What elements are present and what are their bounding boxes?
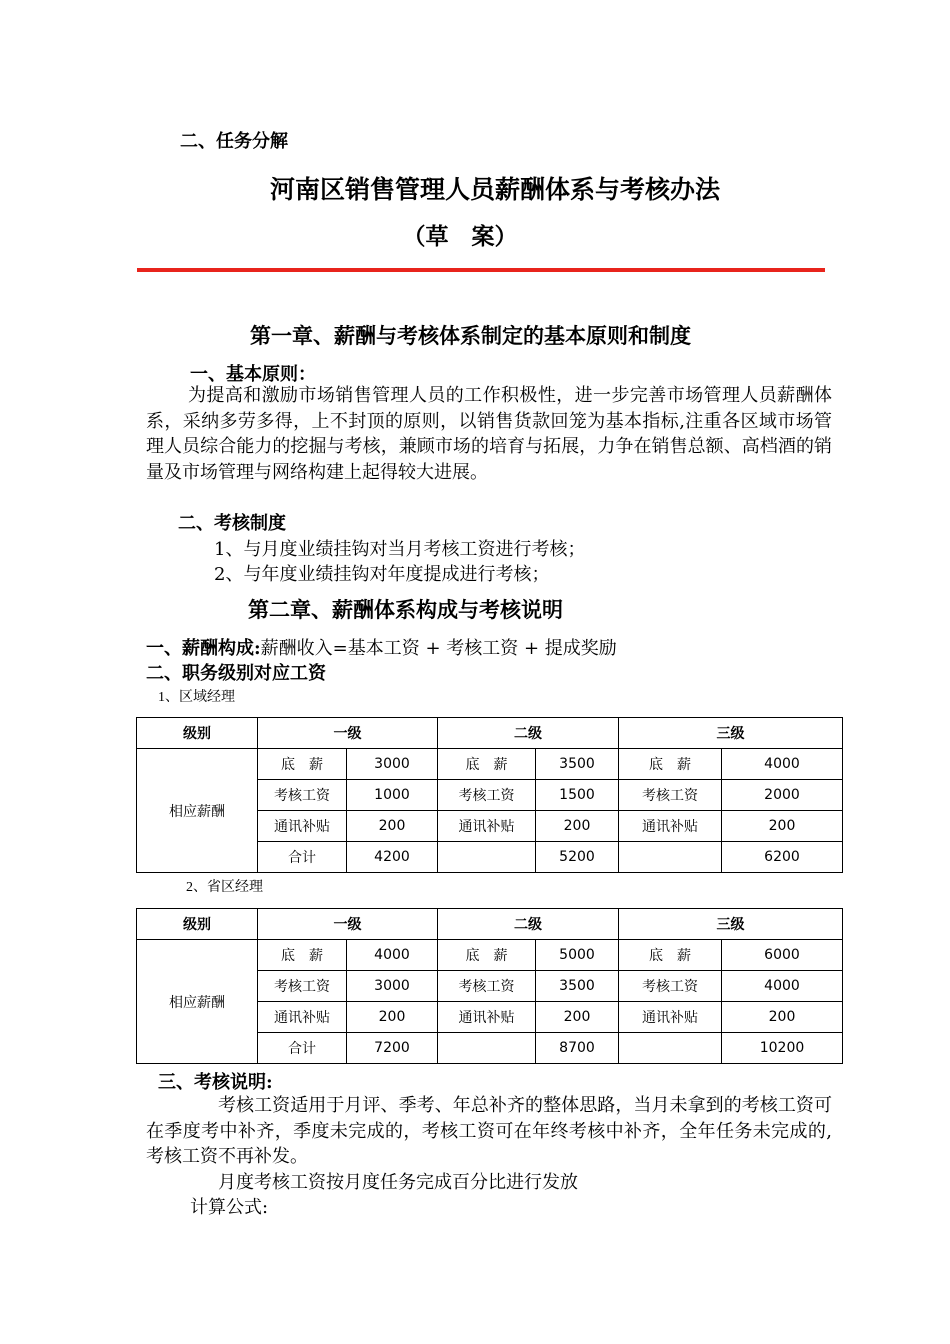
table-cell: 3500 (536, 971, 619, 1002)
row-label: 相应薪酬 (137, 940, 258, 1064)
table-cell: 通讯补贴 (258, 811, 347, 842)
table-cell (438, 1033, 536, 1064)
table-cell: 200 (536, 1002, 619, 1033)
header-grade-3: 三级 (619, 909, 843, 940)
table-cell: 3000 (347, 749, 438, 780)
table-cell: 考核工资 (438, 971, 536, 1002)
table-cell: 200 (722, 1002, 843, 1033)
table-cell: 4200 (347, 842, 438, 873)
chapter2-heading: 第二章、薪酬体系构成与考核说明 (248, 597, 563, 622)
composition-label: 一、薪酬构成: (146, 638, 261, 659)
composition-text: 薪酬收入=基本工资 + 考核工资 + 提成奖励 (260, 638, 617, 659)
table-cell: 4000 (722, 749, 843, 780)
table-cell: 200 (347, 811, 438, 842)
table-cell (619, 842, 722, 873)
table-cell: 3000 (347, 971, 438, 1002)
row-label: 相应薪酬 (137, 749, 258, 873)
table-cell: 通讯补贴 (438, 1002, 536, 1033)
header-grade-3: 三级 (619, 718, 843, 749)
monthly-line: 月度考核工资按月度任务完成百分比进行发放 (218, 1172, 578, 1193)
system-item-1: 1、与月度业绩挂钩对当月考核工资进行考核； (214, 539, 586, 560)
chapter1-heading: 第一章、薪酬与考核体系制定的基本原则和制度 (250, 323, 691, 348)
document-title: 河南区销售管理人员薪酬体系与考核办法 (269, 175, 720, 204)
table-cell: 7200 (347, 1033, 438, 1064)
table-cell (619, 1033, 722, 1064)
table-cell: 5200 (536, 842, 619, 873)
table-cell: 底 薪 (438, 940, 536, 971)
principle-heading: 一、基本原则： (190, 364, 316, 385)
header-grade-1: 一级 (258, 718, 438, 749)
table-cell: 4000 (722, 971, 843, 1002)
table-cell: 合计 (258, 1033, 347, 1064)
title-divider (137, 268, 825, 272)
header-level: 级别 (137, 909, 258, 940)
table-cell: 底 薪 (619, 940, 722, 971)
table-cell: 考核工资 (438, 780, 536, 811)
table-cell: 2000 (722, 780, 843, 811)
header-level: 级别 (137, 718, 258, 749)
principle-paragraph: 为提高和激励市场销售管理人员的工作积极性，进一步完善市场管理人员薪酬体系，采纳多劳多得，上不封顶的原则，以销售货款回笼为基本指标,注重各区域市场管理人员综合能力的挖掘与考核，兼顾市场的培育与拓展，力争在销售总额、高档酒的销量及市场管理与网络构建上起得较大进展。 (146, 385, 832, 483)
assessment-paragraph: 考核工资适用于月评、季考、年总补齐的整体思路，当月未拿到的考核工资可在季度考中补齐，季度未完成的，考核工资可在年终考核中补齐，全年任务未完成的,考核工资不再补发。 (146, 1095, 832, 1168)
system-heading: 二、考核制度 (178, 513, 286, 534)
table-cell: 6000 (722, 940, 843, 971)
header-grade-2: 二级 (438, 718, 619, 749)
document-subtitle: （草 案） (402, 223, 518, 250)
table-cell: 考核工资 (619, 780, 722, 811)
table-cell: 4000 (347, 940, 438, 971)
table-cell: 合计 (258, 842, 347, 873)
header-grade-1: 一级 (258, 909, 438, 940)
table-cell: 通讯补贴 (438, 811, 536, 842)
table-cell: 1000 (347, 780, 438, 811)
salary-table-provincial (136, 908, 843, 1064)
table-cell: 底 薪 (438, 749, 536, 780)
formula-label: 计算公式: (190, 1197, 269, 1218)
table-cell: 200 (536, 811, 619, 842)
table-cell: 考核工资 (258, 971, 347, 1002)
table-cell: 3500 (536, 749, 619, 780)
table-cell: 8700 (536, 1033, 619, 1064)
table-cell: 底 薪 (619, 749, 722, 780)
table-cell: 考核工资 (619, 971, 722, 1002)
table-cell: 底 薪 (258, 749, 347, 780)
table2-caption: 2、省区经理 (186, 880, 263, 895)
table-cell: 6200 (722, 842, 843, 873)
composition-line (146, 634, 617, 660)
table1-caption: 1、区域经理 (158, 690, 235, 705)
table-cell: 通讯补贴 (258, 1002, 347, 1033)
salary-table-regional (136, 717, 843, 873)
table-cell: 5000 (536, 940, 619, 971)
system-item-2: 2、与年度业绩挂钩对年度提成进行考核； (214, 564, 550, 585)
section-heading: 二、任务分解 (180, 131, 288, 152)
table-cell: 200 (347, 1002, 438, 1033)
table-cell: 通讯补贴 (619, 1002, 722, 1033)
table-cell: 1500 (536, 780, 619, 811)
assessment-heading: 三、考核说明: (158, 1072, 273, 1093)
table-cell: 通讯补贴 (619, 811, 722, 842)
table-cell: 底 薪 (258, 940, 347, 971)
table-cell (438, 842, 536, 873)
levels-heading: 二、职务级别对应工资 (146, 663, 326, 684)
table-cell: 10200 (722, 1033, 843, 1064)
table-cell: 200 (722, 811, 843, 842)
table-cell: 考核工资 (258, 780, 347, 811)
header-grade-2: 二级 (438, 909, 619, 940)
